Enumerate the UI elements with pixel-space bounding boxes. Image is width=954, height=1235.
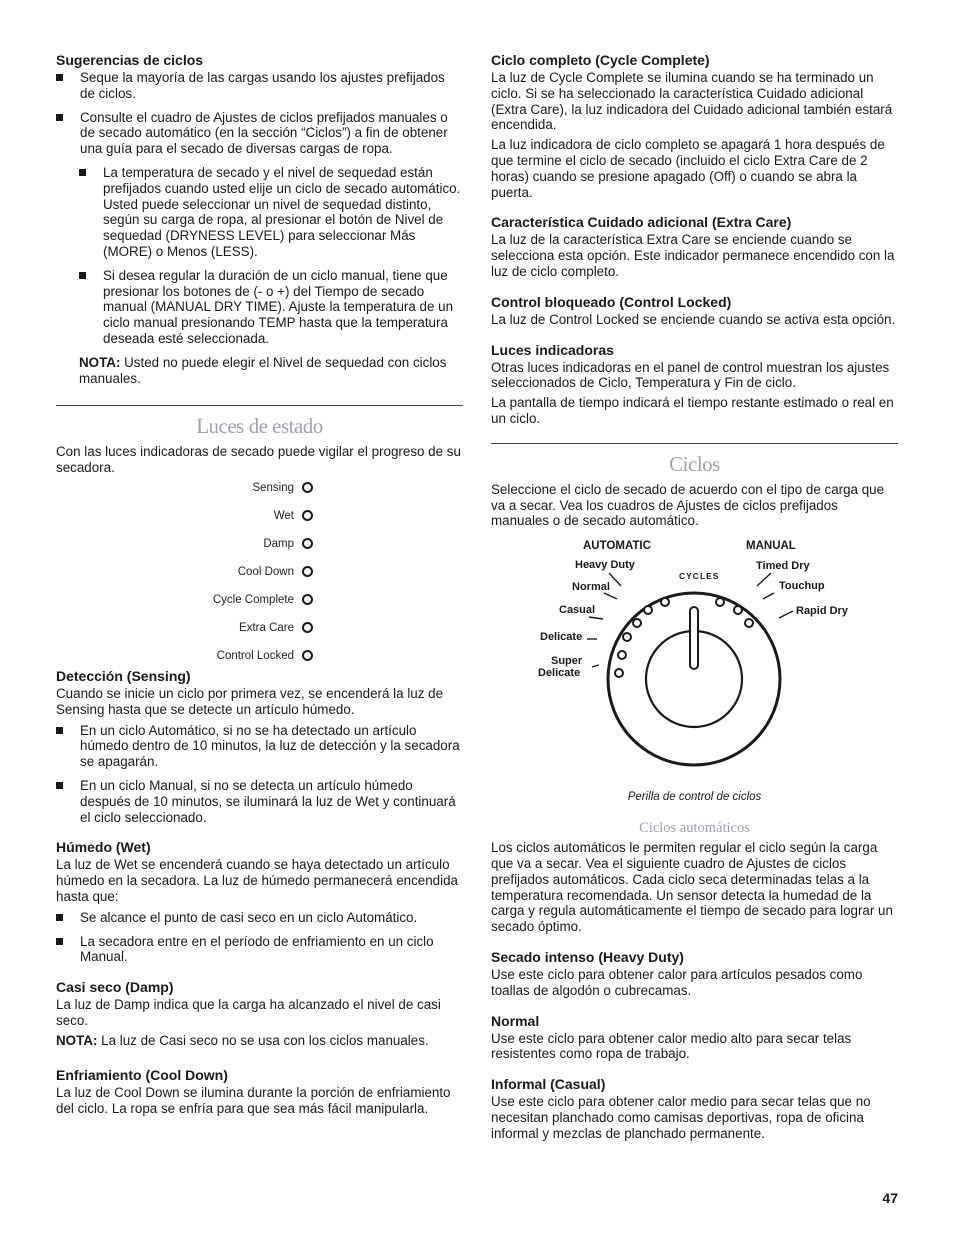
indicator-lights-heading: Luces indicadoras	[491, 341, 614, 358]
indicator-light-icon	[302, 594, 313, 605]
suggestion-sub-bullet: La temperatura de secado y el nivel de sequedad están prefijados cuando usted elije un ciclo de secado automático. Usted puede seleccionar un nivel de sequedad distinto, según su carga de ropa, al presionar el botón de Nivel de sequedad (DRYNESS LEVEL) para seleccionar Más (MORE) o Menos (LESS).	[79, 165, 463, 260]
status-light-label: Cool Down	[237, 565, 294, 578]
left-column	[56, 52, 463, 1117]
status-light-sensing	[252, 482, 313, 494]
damp-heading: Casi seco (Damp)	[56, 979, 174, 996]
control-locked-heading: Control bloqueado (Control Locked)	[491, 293, 732, 310]
cycle-dial-svg	[491, 533, 898, 789]
cycle-complete-p2: La luz indicadora de ciclo completo se apagará 1 hora después de que termine el ciclo de secado (incluido el ciclo Extra Care de 2 horas) cuando se presione apagado (Off) o cuando se abra la puerta.	[491, 137, 885, 200]
suggestion-bullet: Consulte el cuadro de Ajustes de ciclos prefijados manuales o de secado automático (en la sección “Ciclos”) a fin de obtener una guía para el secado de diversas cargas de ropa.	[56, 110, 463, 157]
section-divider	[491, 443, 898, 444]
status-light-label: Sensing	[252, 481, 294, 494]
automatic-label: AUTOMATIC	[583, 540, 651, 553]
wet-text: La luz de Wet se encenderá cuando se haya detectado un artículo húmedo en la secadora. La luz de húmedo permanecerá encendida hasta que:	[56, 857, 458, 904]
suggestion-bullet: Seque la mayoría de las cargas usando los ajustes prefijados de ciclos.	[56, 70, 463, 102]
status-light-label: Wet	[273, 509, 294, 522]
status-light-cool-down	[238, 566, 313, 578]
dial-label-rapid-dry: Rapid Dry	[796, 605, 848, 618]
status-light-label: Control Locked	[216, 649, 294, 662]
note-text: Usted no puede elegir el Nivel de sequedad con ciclos manuales.	[79, 354, 447, 386]
indicator-light-icon	[302, 482, 313, 493]
status-lights-intro: Con las luces indicadoras de secado puede vigilar el progreso de su secadora.	[56, 444, 461, 476]
heavy-duty-heading: Secado intenso (Heavy Duty)	[491, 948, 684, 965]
dial-indicator-lights	[615, 598, 753, 677]
status-light-control-locked	[217, 650, 313, 662]
damp-note	[56, 1033, 463, 1049]
wet-bullet: Se alcance el punto de casi seco en un ciclo Automático.	[56, 910, 463, 926]
dial-pointer	[690, 607, 698, 669]
manual-label: MANUAL	[746, 540, 796, 553]
control-locked-text: La luz de Control Locked se enciende cuando se activa esta opción.	[491, 311, 896, 327]
dial-label-super: Super	[551, 655, 583, 668]
cycles-title: Ciclos	[669, 451, 720, 476]
dial-label-super-delicate: Delicate	[538, 667, 581, 680]
sensing-text: Cuando se inicie un ciclo por primera vez, se encenderá la luz de Sensing hasta que se detecte un artículo húmedo.	[56, 685, 444, 717]
dial-label-casual: Casual	[559, 604, 596, 617]
cooldown-heading: Enfriamiento (Cool Down)	[56, 1067, 228, 1084]
dial-label-normal: Normal	[572, 581, 610, 594]
sensing-heading: Detección (Sensing)	[56, 667, 191, 684]
cycle-complete-p1: La luz de Cycle Complete se ilumina cuando se ha terminado un ciclo. Si se ha seleccionado la característica Cuidado adicional (Extra Care), la luz indicadora del Cuidado adicional también estará encendida.	[491, 70, 893, 133]
indicator-light-icon	[302, 650, 313, 661]
cycle-complete-heading: Ciclo completo (Cycle Complete)	[491, 52, 710, 68]
sensing-bullet: En un ciclo Manual, si no se detecta un artículo húmedo después de 10 minutos, se iluminará la luz de Wet y continuará el ciclo seleccionado.	[56, 778, 463, 825]
wet-heading: Húmedo (Wet)	[56, 839, 151, 856]
right-column	[491, 52, 898, 1142]
extra-care-heading: Característica Cuidado adicional (Extra Care)	[491, 214, 792, 231]
indicator-lights-p1: Otras luces indicadoras en el panel de control muestran los ajustes seleccionados de Ciclo, Temperatura y Fin de ciclo.	[491, 359, 890, 391]
damp-text: La luz de Damp indica que la carga ha alcanzado el nivel de casi seco.	[56, 997, 441, 1028]
status-lights-title: Luces de estado	[196, 414, 323, 439]
note-label: NOTA:	[79, 354, 121, 370]
suggestion-sub-bullet: Si desea regular la duración de un ciclo manual, tiene que presionar los botones de (- o +) del Tiempo de secado manual (MANUAL DRY TIME). Ajuste la temperatura de un ciclo manual presionando TEMP hasta que la temperatura deseada esté seleccionada.	[79, 268, 463, 347]
auto-cycles-text: Los ciclos automáticos le permiten regular el ciclo según la carga que va a secar. Vea el siguiente cuadro de Ajustes de ciclos prefijados automáticos. Cada ciclo seca determinadas telas a la temperatura recomendada. Un sensor detecta la humedad de la carga y regula automáticamente el tiempo de secado para lograr un secado óptimo.	[491, 840, 893, 935]
extra-care-text: La luz de la característica Extra Care se enciende cuando se selecciona esta opción. Este indicador permanece encendido con la luz de ciclo completo.	[491, 232, 895, 279]
status-lights-diagram	[56, 482, 463, 668]
dial-label-touchup: Touchup	[779, 580, 825, 593]
status-light-label: Damp	[263, 537, 294, 550]
dial-label-heavy-duty: Heavy Duty	[575, 559, 635, 572]
wet-bullet: La secadora entre en el período de enfriamiento en un ciclo Manual.	[56, 934, 463, 966]
suggestions-note	[79, 355, 463, 387]
status-light-extra-care	[239, 622, 313, 634]
cycles-intro: Seleccione el ciclo de secado de acuerdo con el tipo de carga que va a secar. Vea los cuadros de Ajustes de ciclos prefijados manuales o de secado automático.	[491, 481, 885, 529]
indicator-light-icon	[302, 510, 313, 521]
suggestions-heading: Sugerencias de ciclos	[56, 52, 204, 68]
status-light-cycle-complete	[213, 594, 313, 606]
casual-text: Use este ciclo para obtener calor medio para secar telas que no necesitan planchado como camisas deportivas, ropa de oficina informal y mezclas de planchado permanente.	[491, 1094, 871, 1141]
section-divider	[56, 405, 463, 406]
normal-heading: Normal	[491, 1012, 540, 1029]
dial-label-delicate: Delicate	[540, 631, 583, 644]
indicator-light-icon	[302, 538, 313, 549]
dial-caption: Perilla de control de ciclos	[627, 791, 762, 804]
page-number: 47	[882, 1190, 898, 1206]
cycles-label: CYCLES	[679, 571, 720, 582]
note-label: NOTA:	[56, 1032, 98, 1048]
indicator-lights-p2: La pantalla de tiempo indicará el tiempo restante estimado o real en un ciclo.	[491, 395, 894, 426]
cooldown-text: La luz de Cool Down se ilumina durante la porción de enfriamiento del ciclo. La ropa se enfría para que sea más fácil manipularla.	[56, 1085, 451, 1117]
status-light-damp	[263, 538, 313, 550]
cycle-dial-diagram	[491, 533, 898, 789]
normal-text: Use este ciclo para obtener calor medio alto para secar telas resistentes como ropa de trabajo.	[491, 1030, 852, 1062]
sensing-bullet: En un ciclo Automático, si no se ha detectado un artículo húmedo dentro de 10 minutos, la luz de detección y la secadora se apagarán.	[56, 723, 463, 770]
dial-label-timed-dry: Timed Dry	[756, 560, 810, 573]
status-light-wet	[274, 510, 313, 522]
status-light-label: Cycle Complete	[212, 593, 294, 606]
indicator-light-icon	[302, 566, 313, 577]
note-text: La luz de Casi seco no se usa con los ciclos manuales.	[97, 1032, 429, 1048]
status-light-label: Extra Care	[239, 621, 294, 634]
heavy-duty-text: Use este ciclo para obtener calor para artículos pesados como toallas de algodón o cubrecamas.	[491, 966, 863, 998]
casual-heading: Informal (Casual)	[491, 1076, 606, 1093]
auto-cycles-title: Ciclos automáticos	[639, 820, 750, 837]
indicator-light-icon	[302, 622, 313, 633]
